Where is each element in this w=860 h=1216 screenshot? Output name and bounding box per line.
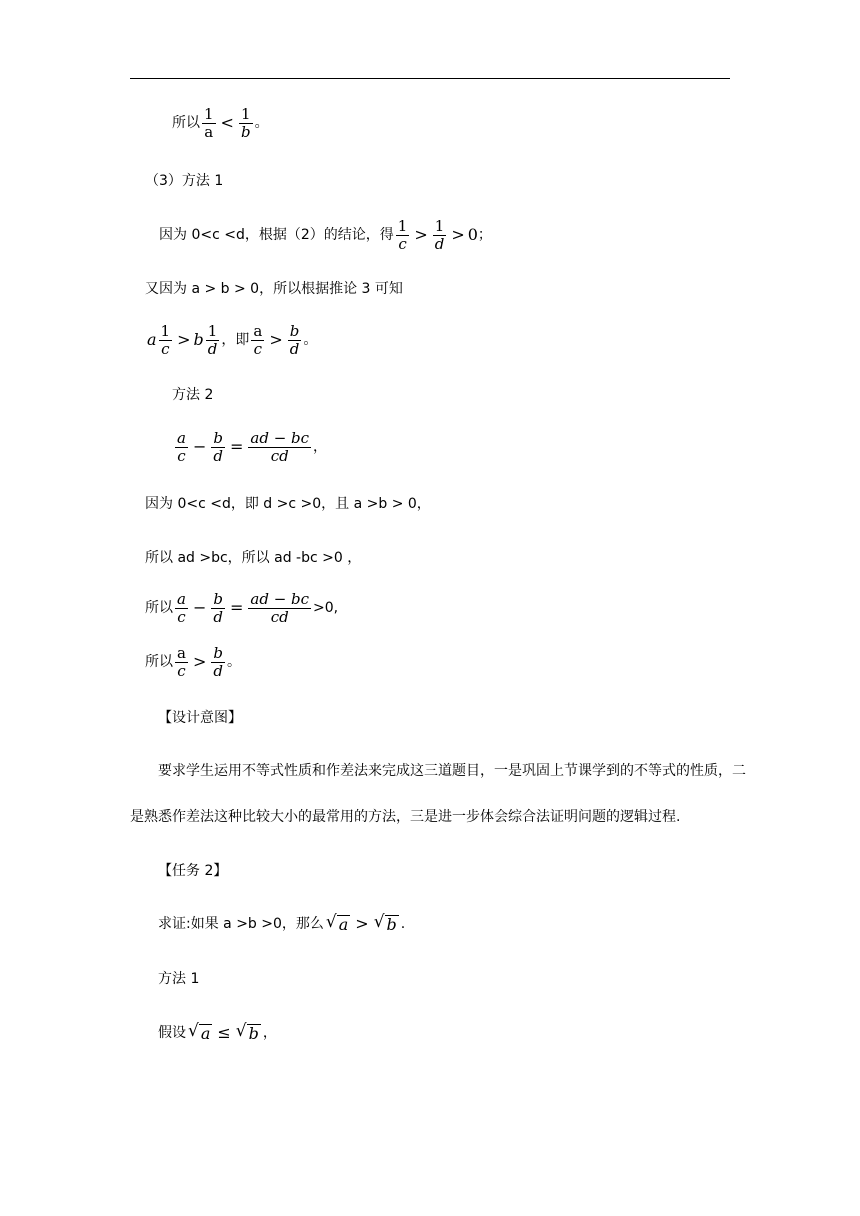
equation-line-1 [172,106,269,140]
fraction-a-over-c: $\frac{a}{c}$ [253,322,263,358]
fraction-1-over-d: $\frac{1}{d}$ [207,322,218,358]
equation-line-3 [159,218,492,252]
fraction-1-over-c: $\frac{1}{c}$ [160,322,171,358]
operator: < [220,113,234,132]
method-2-heading: 方法 2 [172,387,214,403]
paragraph-because: 因为 0<c <d，即 d >c >0，且 a >b > 0， [145,496,431,512]
paragraph-corollary: 又因为 a > b > 0，所以根据推论 3 可知 [145,281,403,297]
fraction-1-over-a: $\frac{1}{a}$ [204,105,214,141]
equation-line-10: 所以 $\frac{a}{c}$ − $\frac{b}{d}$ = $\frac{ad - bc}{cd}$ >0, [145,590,339,626]
method-1-heading: （3）方法 1 [145,173,224,189]
section-task-2: 【任务 2】 [158,863,228,879]
paragraph-therefore: 所以 ad >bc，所以 ad -bc >0 ， [145,550,362,566]
sqrt-a: √ a [325,912,349,934]
fraction-b-over-d: $\frac{b}{d}$ [213,644,223,680]
fraction-b-over-d: $\frac{b}{d}$ [213,429,223,465]
section-design-intent: 【设计意图】 [158,710,242,726]
equation-line-16: 求证:如果 a >b >0，那么 √ a > √ b . [158,912,406,934]
sqrt-b: √ b [235,1021,259,1043]
operator: > [451,225,465,244]
paragraph-intent-line-2: 是熟悉作差法这种比较大小的最常用的方法，三是进一步体会综合法证明问题的逻辑过程. [130,809,681,825]
equation-line-11: 所以 $\frac{a}{c}$ > $\frac{b}{d}$ 。 [145,644,241,680]
equation-line-5: a $\frac{1}{c}$ > b $\frac{1}{d}$ ，即 $\frac{a}{c}$ > $\frac{b}{d}$ 。 [147,322,318,358]
fraction-difference: $\frac{ad - bc}{cd}$ [250,590,310,626]
fraction-1-over-b: $\frac{1}{b}$ [240,105,251,141]
fraction-a-over-c: $\frac{a}{c}$ [177,644,186,680]
zero: 0 [467,225,478,244]
fraction-b-over-d: $\frac{b}{d}$ [289,322,300,358]
fraction-difference: $\frac{ad - bc}{cd}$ [250,429,310,465]
fraction-1-over-c: $\frac{1}{c}$ [397,217,408,253]
header-rule [130,78,730,79]
method-1-heading-task2: 方法 1 [158,971,200,987]
operator: > [414,225,428,244]
text-suffix: ； [477,227,492,243]
paragraph-intent-line-1: 要求学生运用不等式性质和作差法来完成这三道题目，一是巩固上节课学到的不等式的性质，二 [158,763,746,779]
fraction-a-over-c: $\frac{a}{c}$ [177,590,186,626]
text-suffix: 。 [254,115,269,131]
fraction-1-over-d: $\frac{1}{d}$ [434,217,445,253]
sqrt-a: √ a [188,1021,211,1043]
fraction-b-over-d: $\frac{b}{d}$ [213,590,223,626]
equation-line-18: 假设 √ a ≤ √ b ， [158,1021,277,1043]
text-prefix: 因为 0<c <d，根据（2）的结论，得 [159,227,394,243]
text-prefix: 所以 [172,115,200,131]
fraction-a-over-c: $\frac{a}{c}$ [177,429,186,465]
sqrt-b: √ b [373,912,397,934]
equation-line-7: $\frac{a}{c}$ − $\frac{b}{d}$ = $\frac{ad - bc}{cd}$ ， [177,429,328,465]
